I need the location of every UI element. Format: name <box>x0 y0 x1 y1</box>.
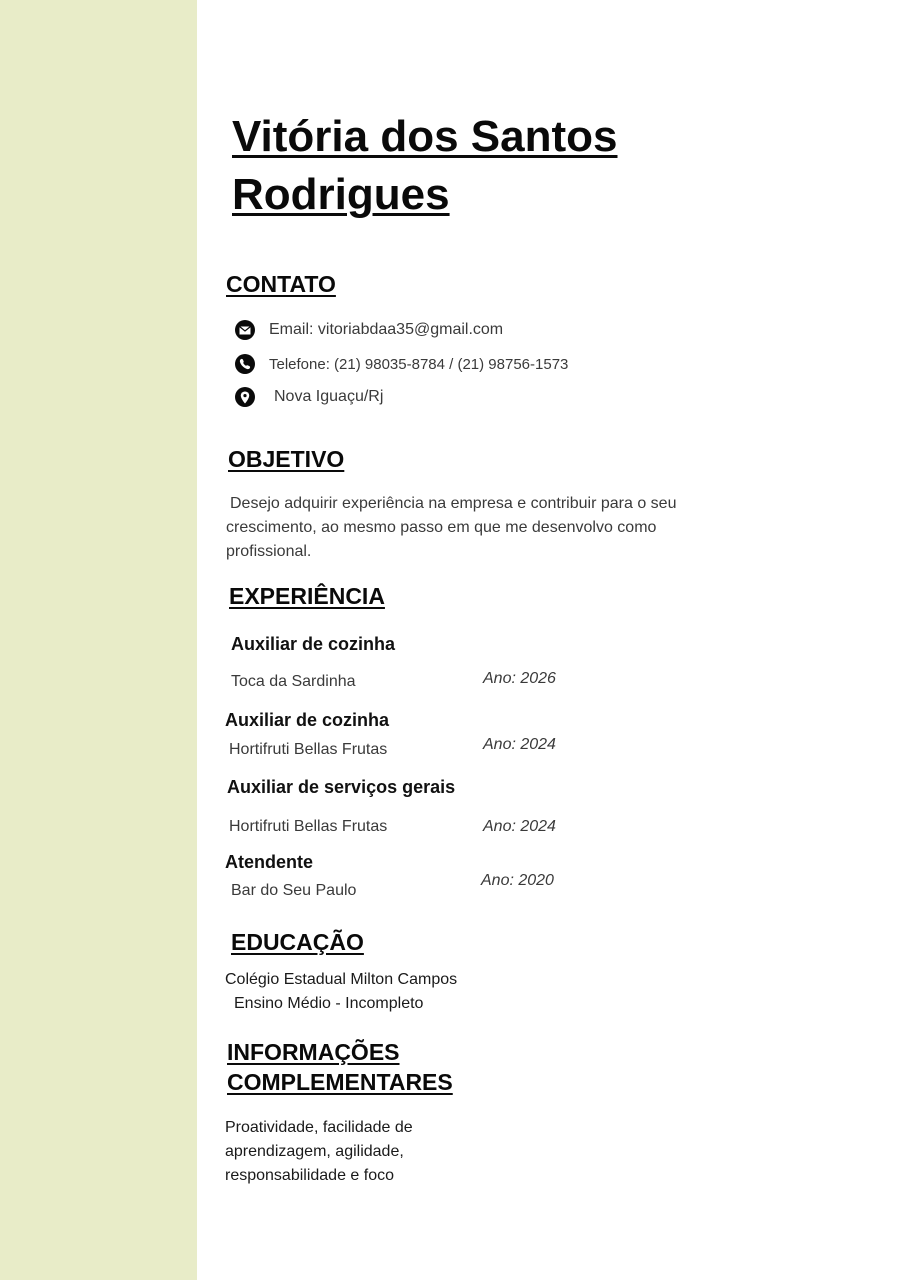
education-heading: EDUCAÇÃO <box>231 929 364 955</box>
contact-heading: CONTATO <box>226 271 336 297</box>
education-school: Colégio Estadual Milton Campos <box>225 971 458 988</box>
additional-heading-line2: COMPLEMENTARES <box>227 1069 453 1095</box>
mail-icon <box>235 320 255 340</box>
job-place: Hortifruti Bellas Frutas <box>229 818 388 835</box>
job-place: Bar do Seu Paulo <box>231 882 357 899</box>
contact-email[interactable]: Email: vitoriabdaa35@gmail.com <box>269 321 504 338</box>
contact-email-row <box>235 320 503 340</box>
objective-heading: OBJETIVO <box>228 446 345 472</box>
job-title: Atendente <box>225 852 314 872</box>
contact-phone[interactable]: Telefone: (21) 98035-8784 / (21) 98756-1573 <box>269 355 569 373</box>
contact-location: Nova Iguaçu/Rj <box>274 388 384 405</box>
location-pin-icon <box>235 387 255 407</box>
job-year: Ano: 2024 <box>483 736 556 753</box>
additional-heading-line1: INFORMAÇÕES <box>227 1039 400 1065</box>
job-title: Auxiliar de serviços gerais <box>227 777 456 797</box>
job-year: Ano: 2020 <box>481 872 554 889</box>
job-place: Hortifruti Bellas Frutas <box>229 741 388 758</box>
job-place: Toca da Sardinha <box>231 673 356 690</box>
job-year: Ano: 2024 <box>483 818 556 835</box>
education-level: Ensino Médio - Incompleto <box>234 995 424 1012</box>
candidate-name: Vitória dos Santos Rodrigues <box>232 112 618 219</box>
contact-location-row <box>235 387 383 407</box>
phone-icon <box>235 354 255 374</box>
additional-text: Proatividade, facilidade de aprendizagem, agilidade, responsabilidade e foco <box>225 1119 413 1184</box>
job-year: Ano: 2026 <box>483 670 556 687</box>
contact-phone-row <box>235 354 568 374</box>
objective-text: Desejo adquirir experiência na empresa e contribuir para o seu crescimento, ao mesmo passo em que me desenvolvo como profissional. <box>226 495 677 560</box>
experience-heading: EXPERIÊNCIA <box>229 583 385 609</box>
job-title: Auxiliar de cozinha <box>231 634 396 654</box>
job-title: Auxiliar de cozinha <box>225 710 390 730</box>
